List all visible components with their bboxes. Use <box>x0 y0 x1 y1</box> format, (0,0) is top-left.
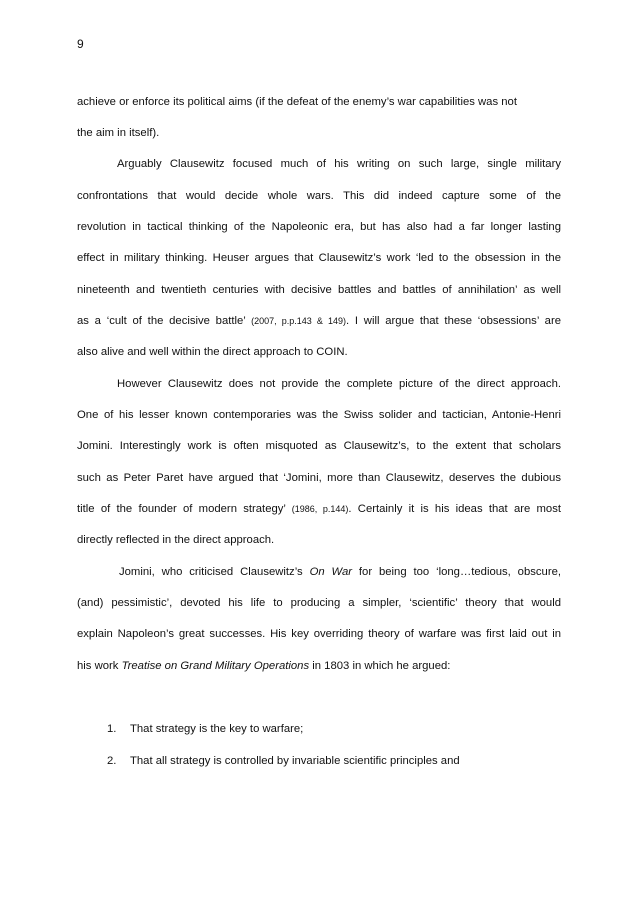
list-text: That strategy is the key to warfare; <box>130 723 304 735</box>
text-segment: title of the founder of modern strategy’ <box>77 503 286 515</box>
text-segment: . Certainly it is his ideas that are most <box>348 503 561 515</box>
text-line <box>77 502 561 516</box>
text-line: such as Peter Paret have argued that ‘Jomini, more than Clausewitz, deserves the dubious <box>77 472 561 484</box>
book-title: On War <box>309 566 353 578</box>
text-line: achieve or enforce its political aims (if the defeat of the enemy’s war capabilities was not <box>77 96 517 108</box>
citation: (2007, p.p.143 & 149) <box>251 316 347 326</box>
text-line: directly reflected in the direct approach. <box>77 534 275 546</box>
text-line <box>77 314 561 328</box>
text-line: Arguably Clausewitz focused much of his writing on such large, single military <box>117 158 561 170</box>
list-number: 1. <box>107 723 117 735</box>
text-line: also alive and well within the direct approach to COIN. <box>77 346 348 358</box>
text-segment: Jomini, who criticised Clausewitz’s <box>119 566 303 578</box>
text-line: Jomini. Interestingly work is often misquoted as Clausewitz’s, to the extent that scholars <box>77 440 561 452</box>
list-item <box>107 722 303 736</box>
text-segment: as a ‘cult of the decisive battle’ <box>77 315 246 327</box>
list-number: 2. <box>107 755 117 767</box>
text-line: the aim in itself). <box>77 127 160 139</box>
text-line: However Clausewitz does not provide the complete picture of the direct approach. <box>117 378 561 390</box>
text-segment: in 1803 in which he argued: <box>312 660 451 672</box>
text-line: effect in military thinking. Heuser argues that Clausewitz’s work ‘led to the obsession in the <box>77 252 561 264</box>
book-title: Treatise on Grand Military Operations <box>121 660 310 672</box>
text-line: (and) pessimistic’, devoted his life to producing a simpler, ‘scientific’ theory that would <box>77 597 561 609</box>
page-number: 9 <box>77 37 84 51</box>
text-segment: . I will argue that these ‘obsessions’ are <box>346 315 561 327</box>
text-line: explain Napoleon’s great successes. His key overriding theory of warfare was first laid out in <box>77 628 561 640</box>
text-line <box>77 565 561 579</box>
citation: (1986, p.144) <box>291 504 349 514</box>
list-item <box>107 754 460 768</box>
text-segment: for being too ‘long…tedious, obscure, <box>358 566 562 578</box>
list-text: That all strategy is controlled by invariable scientific principles and <box>130 755 460 767</box>
text-line: One of his lesser known contemporaries was the Swiss solider and tactician, Antonie-Henri <box>77 409 561 421</box>
text-line <box>77 659 561 673</box>
text-line: revolution in tactical thinking of the Napoleonic era, but has also had a far longer lasting <box>77 221 561 233</box>
text-line: nineteenth and twentieth centuries with decisive battles and battles of annihilation’ as well <box>77 284 561 296</box>
text-segment: his work <box>77 660 119 672</box>
text-line: confrontations that would decide whole wars. This did indeed capture some of the <box>77 190 561 202</box>
